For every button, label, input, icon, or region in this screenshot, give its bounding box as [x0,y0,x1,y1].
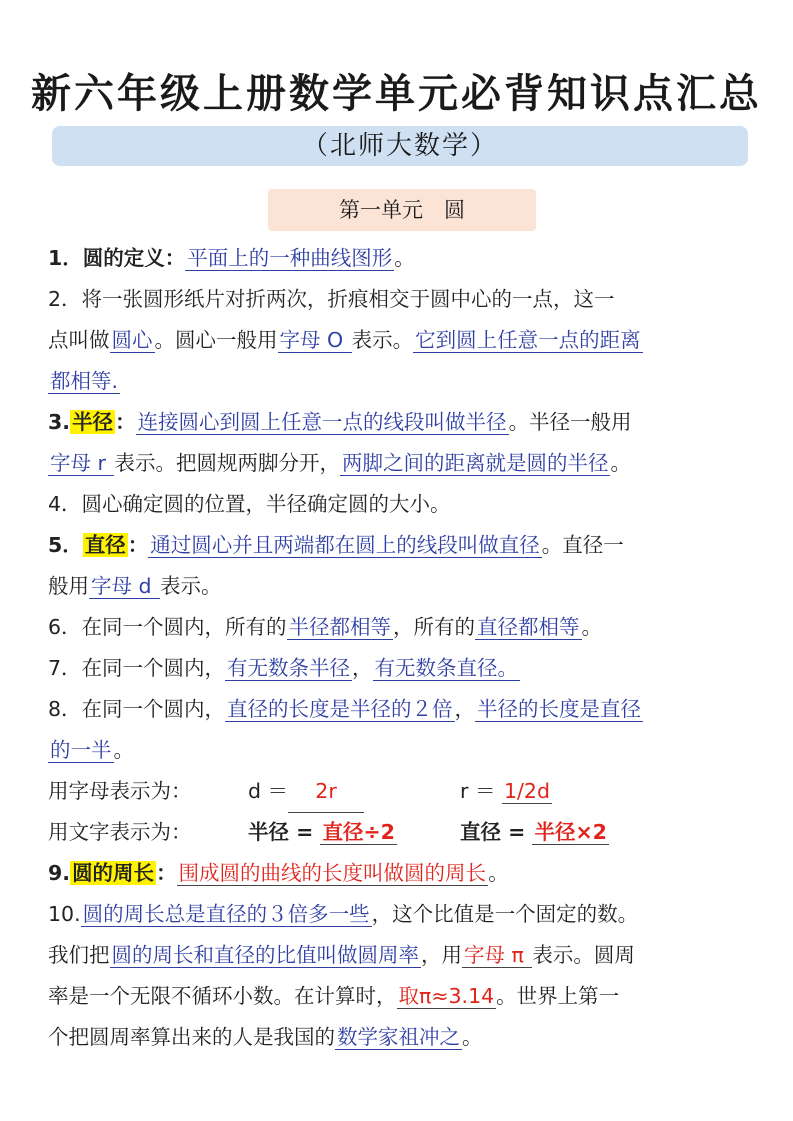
answer-text: 直径的长度是半径的２倍 [227,697,453,721]
page-title: 新六年级上册数学单元必背知识点汇总 [31,71,762,117]
formula-radius [248,812,460,853]
unit-heading: 第一单元 圆 [268,189,536,231]
answer-text: 都相等. [50,369,119,393]
item-1 [48,238,748,279]
punct: 。 [488,861,509,885]
body-text: 。世界上第一 [496,984,620,1008]
formula-answer: 直径÷2 [322,820,395,844]
item-3 [48,402,748,443]
item-5 [48,525,748,566]
formula-label: 用文字表示为： [48,820,192,844]
body-text: 表示。 [351,328,414,352]
formula-lhs: 半径 = [248,820,321,844]
answer-text: 字母 O [279,328,350,352]
punct: 。 [113,738,134,762]
formula-words [48,812,748,853]
formula-answer: 半径×2 [534,820,607,844]
item-2-cont2 [48,361,748,402]
punct: ， [454,697,476,721]
item-2 [48,279,748,320]
answer-text: 平面上的一种曲线图形 [187,246,393,270]
formula-label: 用字母表示为： [48,779,192,803]
body-text: 7．在同一个圆内， [48,656,226,680]
body-text: 6．在同一个圆内，所有的 [48,615,287,639]
item-7 [48,648,748,689]
body-text: 般用 [48,574,89,598]
punct: 。 [462,1025,483,1049]
item-number: 1． [48,246,83,270]
body-text: 8．在同一个圆内， [48,697,226,721]
punct: ， [352,656,373,680]
item-10-cont3 [48,1017,748,1058]
subtitle-banner: （北师大数学） [52,126,748,166]
body-text: 率是一个无限不循环小数。在计算时， [48,984,397,1008]
answer-text: 半径都相等 [288,615,392,639]
body-text: 表示。 [160,574,222,598]
body-text: 我们把 [48,943,110,967]
formula-answer: 2r [288,771,364,813]
item-number: 10. [48,902,81,926]
item-3-cont [48,443,748,484]
body-text: ，所有的 [393,615,476,639]
formula-lhs: r ＝ [460,779,502,803]
body-text: 表示。圆周 [532,943,635,967]
body-text: 点叫做 [48,328,110,352]
punct: 。 [394,246,415,270]
answer-text: 字母 r [50,451,113,475]
body-text: ，用 [421,943,462,967]
answer-text: 取π≈3.14 [398,984,495,1008]
item-9 [48,853,748,894]
term-highlight: 半径 [72,410,114,434]
item-4 [48,484,748,525]
answer-text: 有无数条直径。 [374,656,519,680]
knowledge-list [48,238,748,1058]
body-text: 。半径一般用 [508,410,632,434]
item-10-cont2 [48,976,748,1017]
answer-text: 围成圆的曲线的长度叫做圆的周长 [178,861,487,885]
colon: ： [164,246,186,270]
formula-answer: 1/2d [503,779,550,803]
item-number: 3. [48,410,71,434]
answer-text: 字母 π [464,943,531,967]
body-text: 。圆心一般用 [154,328,278,352]
answer-text: 圆的周长和直径的比值叫做圆周率 [111,943,419,967]
body-text: 个把圆周率算出来的人是我国的 [48,1025,335,1049]
colon: ： [127,533,149,557]
body-text: 2．将一张圆形纸片对折两次，折痕相交于圆中心的一点，这一 [48,287,615,311]
term-highlight: 直径 [84,533,126,557]
item-8-cont [48,730,748,771]
formula-d [248,771,460,813]
colon: ： [115,410,136,434]
item-number: 5． [48,533,83,557]
item-10-cont [48,935,748,976]
body-text: 。直径一 [541,533,624,557]
term-label: 圆的定义 [82,246,165,270]
formula-r [460,779,552,804]
answer-text: 直径都相等 [477,615,580,639]
answer-text: 有无数条半径 [227,656,351,680]
item-number: 9. [48,861,71,885]
formula-lhs: d ＝ [248,779,289,803]
answer-text: 通过圆心并且两端都在圆上的线段叫做直径 [150,533,540,557]
formula-lhs: 直径 = [460,820,533,844]
punct: 。 [581,615,603,639]
punct: 。 [610,451,631,475]
answer-text: 圆的周长总是直径的３倍多一些 [82,902,370,926]
answer-text: 圆心 [111,328,153,352]
answer-text: 两脚之间的距离就是圆的半径 [341,451,609,475]
item-8 [48,689,748,730]
item-6 [48,607,748,648]
answer-text: 数学家祖冲之 [337,1025,460,1049]
item-10 [48,894,748,935]
formula-diameter [460,820,609,845]
answer-text: 字母 d [91,574,159,598]
formula-letters [48,771,748,812]
colon: ： [156,861,177,885]
body-text: ，这个比值是一个固定的数。 [371,902,639,926]
answer-text: 它到圆上任意一点的距离 [415,328,641,352]
body-text: 4．圆心确定圆的位置，半径确定圆的大小。 [48,492,451,516]
answer-text: 的一半 [50,738,112,762]
item-5-cont [48,566,748,607]
item-2-cont [48,320,748,361]
answer-text: 半径的长度是直径 [477,697,642,721]
answer-text: 连接圆心到圆上任意一点的线段叫做半径 [137,410,507,434]
term-highlight: 圆的周长 [72,861,155,885]
body-text: 表示。把圆规两脚分开， [114,451,340,475]
